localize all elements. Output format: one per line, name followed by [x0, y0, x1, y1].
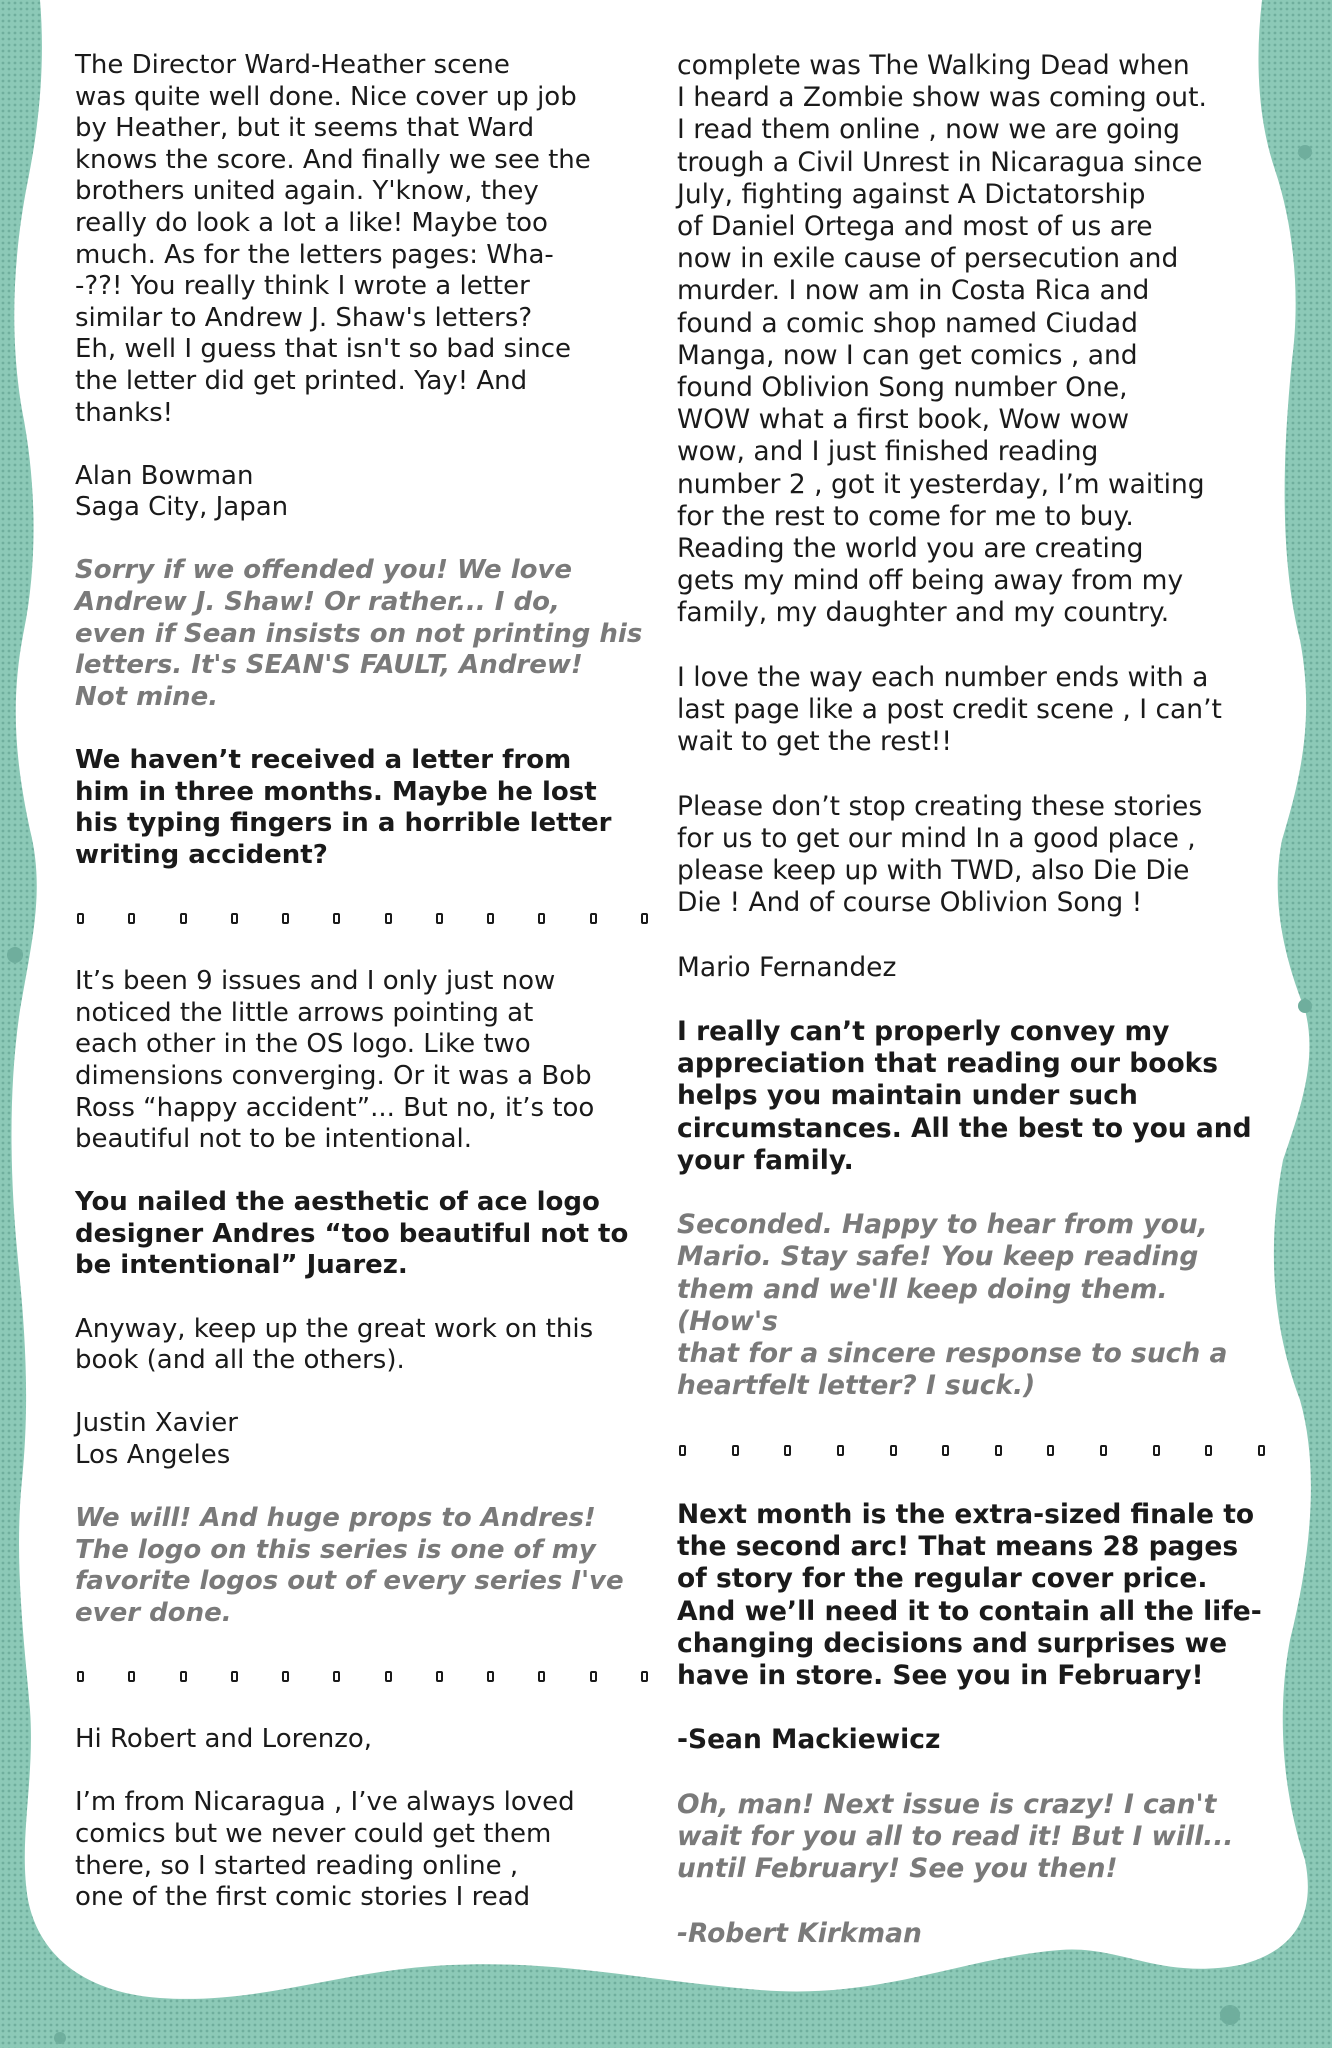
section-divider: [75, 1661, 650, 1693]
section-divider: [677, 1435, 1267, 1467]
letter-body: The Director Ward-Heather scene was quite well done. Nice cover up job by Heather, but it seems that Ward knows the score. And finally we see the brothers united again. Y'know, they really do look a lot a like! Maybe too much. As for the letters pages: Wha- -??! You really think I wrote a letter similar to Andrew J. Shaw's letters? Eh, well I guess that isn't so bad since the letter did get printed. Yay! And thanks!: [75, 50, 591, 428]
letter-body: I’m from Nicaragua , I’ve always loved comics but we never could get them there, so I started reading online , one of the first comic stories I read: [75, 1787, 575, 1913]
letter-body: It’s been 9 issues and I only just now noticed the little arrows pointing at each other in the OS logo. Like two dimensions converging. Or it was a Bob Ross “happy accident”... But no, it’s too beautiful not to be intentional.: [75, 966, 595, 1155]
editor-reply-italic: Sorry if we offended you! We love Andrew J. Shaw! Or rather... I do, even if Sean insists on not printing his letters. It's SEAN'S FAULT, Andrew! Not mine.: [75, 555, 643, 712]
closing-note-italic: Oh, man! Next issue is crazy! I can't wait for you all to read it! But I will... until February! See you then!: [677, 1788, 1234, 1885]
right-column: [677, 50, 1267, 1982]
writer-signature: -Robert Kirkman: [677, 1917, 922, 1949]
closing-note-bold: Next month is the extra-sized finale to the second arc! That means 28 pages of story for the regular cover price. And we’ll need it to contain all the life- changing decisions and surprises we have in store. See you in February!: [677, 1499, 1262, 1692]
letter-body: Please don’t stop creating these stories for us to get our mind In a good place , please keep up with TWD, also Die Die Die ! And of course Oblivion Song !: [677, 790, 1203, 919]
letter-signature: Justin Xavier Los Angeles: [75, 1408, 238, 1470]
letter-signature: Mario Fernandez: [677, 951, 897, 983]
letter-greeting: Hi Robert and Lorenzo,: [75, 1724, 373, 1755]
section-divider: [75, 903, 650, 935]
left-column: [75, 50, 650, 1945]
editor-signature: -Sean Mackiewicz: [677, 1724, 941, 1756]
letter-body: I love the way each number ends with a last page like a post credit scene , I can’t wait to get the rest!!: [677, 661, 1222, 758]
letter-body: Anyway, keep up the great work on this book (and all the others).: [75, 1313, 594, 1376]
editor-reply-italic: We will! And huge props to Andres! The logo on this series is one of my favorite logos out of every series I've ever done.: [75, 1503, 624, 1628]
editor-reply-bold: You nailed the aesthetic of ace logo designer Andres “too beautiful not to be intentional” Juarez.: [75, 1187, 629, 1281]
letter-signature: Alan Bowman Saga City, Japan: [75, 460, 289, 523]
letter-body: complete was The Walking Dead when I heard a Zombie show was coming out. I read them online , now we are going trough a Civil Unrest in Nicaragua since July, fighting against A Dictatorship of Daniel Ortega and most of us are now in exile cause of persecution and murder. I now am in Costa Rica and found a comic shop named Ciudad Manga, now I can get comics , and found Oblivion Song number One, WOW what a first book, Wow wow wow, and I just finished reading number 2 , got it yesterday, I’m waiting for the rest to come for me to buy. Reading the world you are creating gets my mind off being away from my family, my daughter and my country.: [677, 50, 1207, 629]
editor-reply-bold: I really can’t properly convey my appreciation that reading our books helps you maintain under such circumstances. All the best to you and your family.: [677, 1016, 1252, 1176]
editor-reply-italic: Seconded. Happy to hear from you, Mario. Stay safe! You keep reading them and we'll keep doing them. (How's that for a sincere response to such a heartfelt letter? I suck.): [677, 1209, 1228, 1402]
editor-reply-bold: We haven’t received a letter from him in three months. Maybe he lost his typing fingers in a horrible letter writing accident?: [75, 745, 612, 870]
